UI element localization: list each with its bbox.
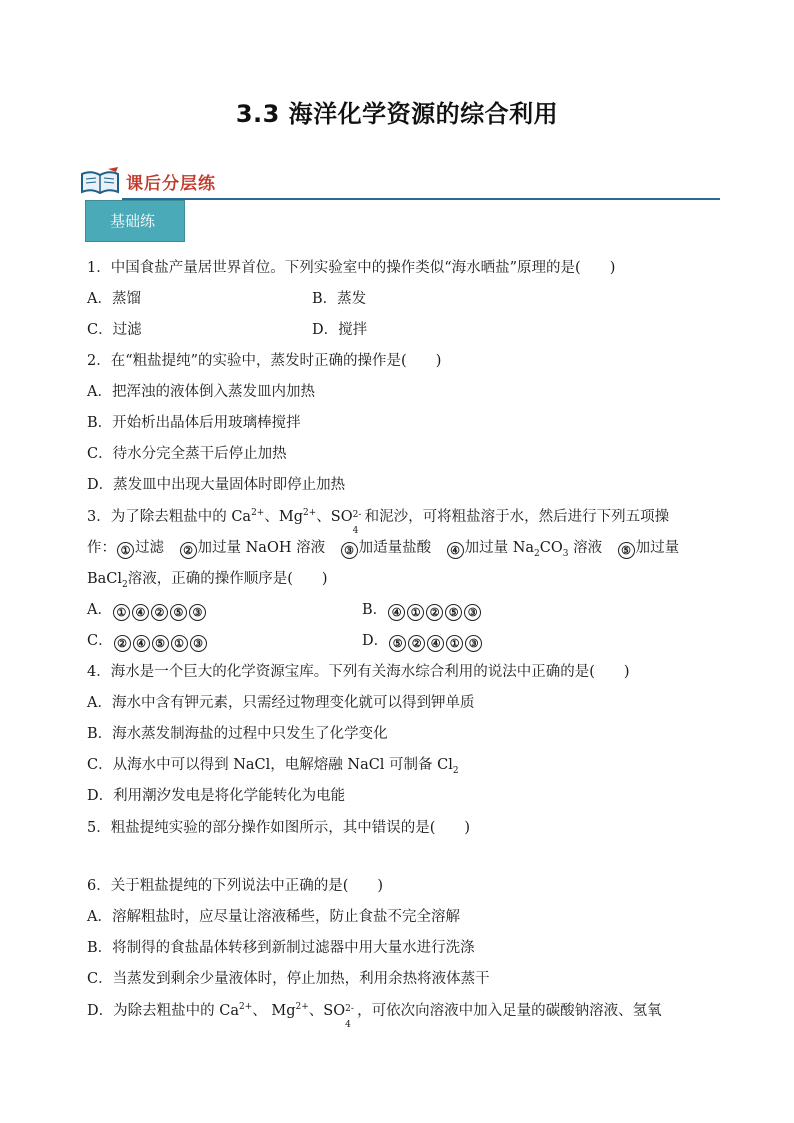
- question-2-option-b: B．开始析出晶体后用玻璃棒搅拌: [87, 415, 301, 431]
- book-icon: [78, 166, 122, 198]
- question-3-option-c: C． ② ④ ⑤ ① ③: [87, 629, 208, 652]
- question-3-option-b: B． ④ ① ② ⑤ ③: [362, 598, 482, 621]
- question-1-stem: 1．中国食盐产量居世界首位。下列实验室中的操作类似“海水晒盐”原理的是( ): [87, 260, 616, 276]
- question-6-option-c: C．当蒸发到剩余少量液体时，停止加热，利用余热将液体蒸干: [87, 971, 490, 987]
- question-3-stem-line-2: 作： ① 过滤 ② 加过量 NaOH 溶液 ③ 加适量盐酸 ④ 加过量 $Na_2CO_3$ 溶液 ⑤ 加过量: [87, 540, 680, 559]
- question-1-option-c: C．过滤: [87, 322, 142, 338]
- question-3-option-a: A． ① ④ ② ⑤ ③: [87, 598, 207, 621]
- question-3-stem-line-1: 3．为了除去粗盐中的 $Ca^{2+}$、$Mg^{2+}$、SO 2- 4 和泥沙，可将粗盐溶于水，然后进行下列五项操: [87, 508, 670, 536]
- question-4-option-c: C．从海水中可以得到 NaCl，电解熔融 NaCl 可制备 $Cl_2$: [87, 757, 459, 776]
- question-4-option-d: D．利用潮汐发电是将化学能转化为电能: [87, 788, 346, 804]
- circled-2: ②: [180, 542, 197, 559]
- question-2-option-a: A．把浑浊的液体倒入蒸发皿内加热: [87, 384, 315, 400]
- circled-1: ①: [117, 542, 134, 559]
- question-4-option-a: A．海水中含有钾元素，只需经过物理变化就可以得到钾单质: [87, 695, 475, 711]
- question-2-option-c: C．待水分完全蒸干后停止加热: [87, 446, 287, 462]
- question-2-option-d: D．蒸发皿中出现大量固体时即停止加热: [87, 477, 346, 493]
- question-6-stem: 6．关于粗盐提纯的下列说法中正确的是( ): [87, 878, 384, 894]
- question-6-option-d: D．为除去粗盐中的 $Ca^{2+}$、 $Mg^{2+}$、SO 2- 4 ，可依次向溶液中加入足量的碳酸钠溶液、氢氧: [87, 1002, 662, 1030]
- circled-4: ④: [447, 542, 464, 559]
- circled-3: ③: [341, 542, 358, 559]
- question-4-option-b: B．海水蒸发制海盐的过程中只发生了化学变化: [87, 726, 388, 742]
- circled-5: ⑤: [618, 542, 635, 559]
- section-label: 课后分层练: [126, 174, 216, 194]
- level-tag: 基础练: [85, 200, 185, 242]
- question-5-stem: 5．粗盐提纯实验的部分操作如图所示，其中错误的是( ): [87, 820, 471, 836]
- question-1-option-b: B．蒸发: [312, 291, 367, 307]
- question-4-stem: 4．海水是一个巨大的化学资源宝库。下列有关海水综合利用的说法中正确的是( ): [87, 664, 630, 680]
- question-3-option-d: D． ⑤ ② ④ ① ③: [362, 629, 483, 652]
- question-3-stem-line-3: BaCl$_2$溶液，正确的操作顺序是( ): [87, 571, 328, 590]
- section-divider: [122, 198, 720, 200]
- question-6-option-b: B．将制得的食盐晶体转移到新制过滤器中用大量水进行洗涤: [87, 940, 475, 956]
- question-1-option-d: D．搅拌: [312, 322, 368, 338]
- question-2-stem: 2．在“粗盐提纯”的实验中，蒸发时正确的操作是( ): [87, 353, 442, 369]
- section-header: [76, 165, 720, 201]
- question-1-option-a: A．蒸馏: [87, 291, 141, 307]
- question-6-option-a: A．溶解粗盐时，应尽量让溶液稀些，防止食盐不完全溶解: [87, 909, 460, 925]
- page-title: 3.3 海洋化学资源的综合利用: [235, 100, 559, 128]
